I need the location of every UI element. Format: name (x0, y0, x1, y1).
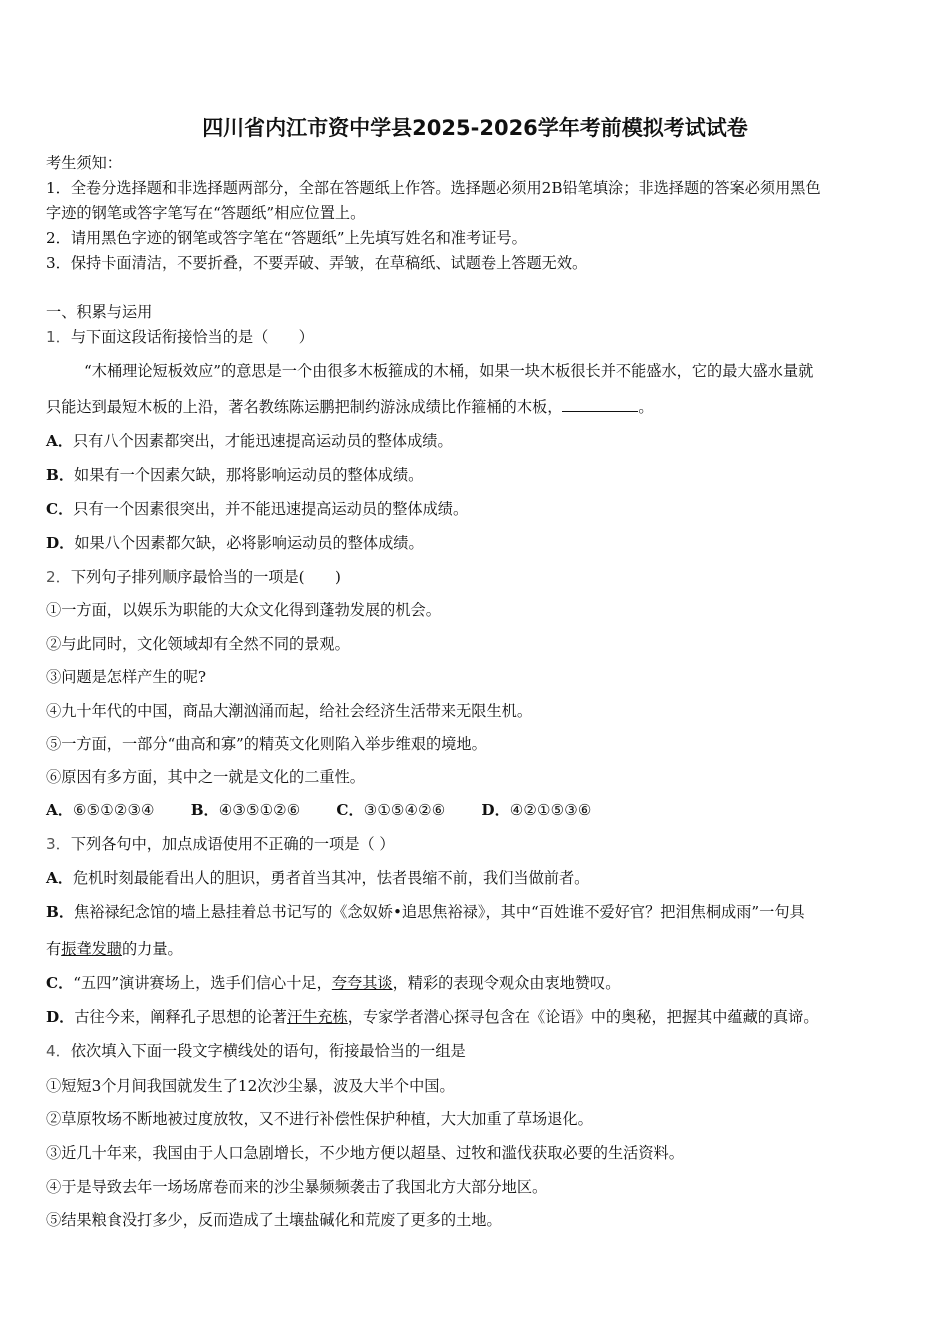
option-c[interactable] (336, 800, 445, 820)
question-3 (46, 834, 910, 854)
option-text: ⑥⑤①②③④ (72, 801, 155, 819)
q2-sentence: ①一方面，以娱乐为职能的大众文化得到蓬勃发展的机会。 (46, 601, 441, 619)
option-label: A． (46, 869, 73, 887)
option-label: D． (481, 801, 510, 819)
question-1 (46, 327, 910, 347)
option-b[interactable] (46, 902, 910, 922)
option-text: 焦裕禄纪念馆的墙上悬挂着总书记写的《念奴娇•追思焦裕禄》，其中“百姓谁不爱好官？把泪焦桐成雨”一句具 (74, 903, 805, 921)
option-label: B． (190, 801, 219, 819)
notice-item: 2．请用黑色字迹的钢笔或答字笔在“答题纸”上先填写姓名和准考证号。 (46, 229, 527, 247)
option-label: D． (46, 1008, 75, 1026)
question-number: 4． (46, 1042, 71, 1060)
option-a[interactable] (46, 800, 155, 820)
section-heading: 一、积累与运用 (46, 303, 153, 321)
option-text: “五四”演讲赛场上，选手们信心十足， (73, 974, 332, 992)
question-stem: 下列各句中，加点成语使用不正确的一项是（ ） (70, 835, 395, 853)
idiom-underlined: 汗牛充栋 (286, 1008, 348, 1026)
option-label: B． (46, 903, 75, 921)
option-label: C． (46, 500, 74, 518)
option-text: 古往今来，阐释孔子思想的论著 (74, 1008, 287, 1026)
question-stem: 下列句子排列顺序最恰当的一项是( ) (70, 568, 341, 586)
q2-sentence: ③问题是怎样产生的呢? (46, 668, 207, 686)
option-text: 如果八个因素都欠缺，必将影响运动员的整体成绩。 (74, 534, 424, 552)
q2-sentence: ⑥原因有多方面，其中之一就是文化的二重性。 (46, 768, 365, 786)
option-a[interactable] (46, 431, 910, 451)
question-number: 2． (46, 568, 71, 586)
option-text: ，精彩的表现令观众由衷地赞叹。 (392, 974, 621, 992)
option-text: 只有一个因素很突出，并不能迅速提高运动员的整体成绩。 (73, 500, 469, 518)
q4-sentence: ④于是导致去年一场场席卷而来的沙尘暴频频袭击了我国北方大部分地区。 (46, 1178, 548, 1196)
q4-sentence: ⑤结果粮食没打多少，反而造成了土壤盐碱化和荒废了更多的土地。 (46, 1211, 502, 1229)
question-4 (46, 1041, 910, 1061)
q2-options (46, 800, 910, 820)
option-label: C． (46, 974, 74, 992)
option-label: D． (46, 534, 75, 552)
option-d[interactable] (46, 533, 910, 553)
answer-blank (562, 397, 638, 412)
option-text: ④③⑤①②⑥ (218, 801, 301, 819)
option-label: A． (46, 801, 73, 819)
option-text: 有 (46, 940, 62, 958)
option-b-cont (46, 939, 910, 959)
option-c[interactable] (46, 499, 910, 519)
option-b[interactable] (191, 800, 301, 820)
option-text: 如果有一个因素欠缺，那将影响运动员的整体成绩。 (74, 466, 424, 484)
q4-sentence: ③近几十年来，我国由于人口急剧增长，不少地方便以超垦、过牧和滥伐获取必要的生活资料。 (46, 1144, 684, 1162)
option-text: ，专家学者潜心探寻包含在《论语》中的奥秘，把握其中蕴藏的真谛。 (347, 1008, 819, 1026)
q1-passage-text: 只能达到最短木板的上沿，著名教练陈运鹏把制约游泳成绩比作箍桶的木板， (46, 398, 563, 416)
option-text: ④②①⑤③⑥ (509, 801, 592, 819)
notice-heading: 考生须知： (46, 154, 122, 172)
q2-sentence: ④九十年代的中国，商品大潮汹涌而起，给社会经济生活带来无限生机。 (46, 702, 532, 720)
q1-passage-line: “木桶理论短板效应”的意思是一个由很多木板箍成的木桶，如果一块木板很长并不能盛水，它的最大盛水量就 (84, 362, 814, 380)
option-label: B． (46, 466, 75, 484)
notice-item: 字迹的钢笔或答字笔写在“答题纸”相应位置上。 (46, 204, 366, 222)
question-2 (46, 567, 910, 587)
question-number: 1． (46, 328, 71, 346)
q4-sentence: ①短短3个月间我国就发生了12次沙尘暴，波及大半个中国。 (46, 1077, 455, 1095)
notice-item: 1．全卷分选择题和非选择题两部分，全部在答题纸上作答。选择题必须用2B铅笔填涂；非选择题的答案必须用黑色 (46, 179, 821, 197)
q2-sentence: ⑤一方面，一部分“曲高和寡”的精英文化则陷入举步维艰的境地。 (46, 735, 487, 753)
option-a[interactable] (46, 868, 910, 888)
idiom-underlined: 振聋发聩 (61, 940, 122, 958)
option-text: 危机时刻最能看出人的胆识，勇者首当其冲，怯者畏缩不前，我们当做前者。 (72, 869, 590, 887)
q2-sentence: ②与此同时，文化领域却有全然不同的景观。 (46, 635, 350, 653)
option-d[interactable] (481, 800, 591, 820)
option-text: ③①⑤④②⑥ (363, 801, 446, 819)
q1-passage-end: 。 (638, 398, 654, 416)
page-title: 四川省内江市资中学县2025-2026学年考前模拟考试试卷 (202, 116, 748, 140)
q1-passage-line (46, 397, 910, 417)
option-d[interactable] (46, 1007, 910, 1027)
option-label: A． (46, 432, 73, 450)
option-text: 的力量。 (121, 940, 183, 958)
option-c[interactable] (46, 973, 910, 993)
question-stem: 依次填入下面一段文字横线处的语句，衔接最恰当的一组是 (70, 1042, 466, 1060)
question-stem: 与下面这段话衔接恰当的是（ ） (70, 328, 314, 346)
q4-sentence: ②草原牧场不断地被过度放牧，又不进行补偿性保护种植，大大加重了草场退化。 (46, 1110, 593, 1128)
question-number: 3． (46, 835, 71, 853)
option-label: C． (336, 801, 364, 819)
notice-item: 3．保持卡面清洁，不要折叠，不要弄破、弄皱，在草稿纸、试题卷上答题无效。 (46, 254, 588, 272)
option-b[interactable] (46, 465, 910, 485)
option-text: 只有八个因素都突出，才能迅速提高运动员的整体成绩。 (72, 432, 453, 450)
idiom-underlined: 夸夸其谈 (331, 974, 393, 992)
